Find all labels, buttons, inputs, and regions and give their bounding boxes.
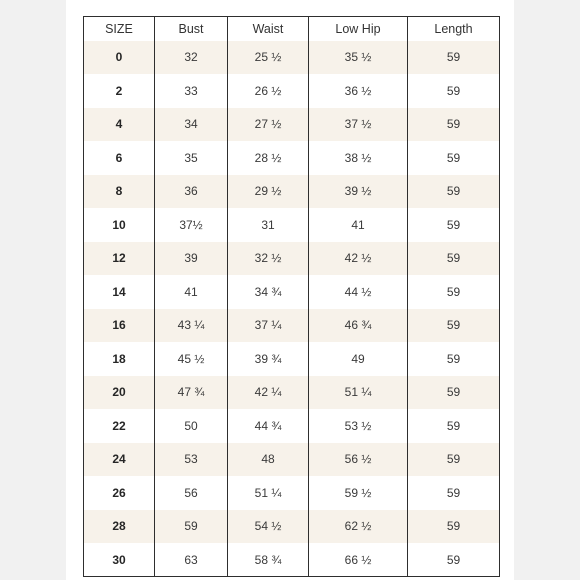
cell-size: 30 — [84, 543, 155, 577]
cell-waist: 27 ½ — [228, 108, 309, 142]
cell-length: 59 — [408, 342, 500, 376]
cell-size: 0 — [84, 41, 155, 75]
cell-waist: 39 ¾ — [228, 342, 309, 376]
cell-size: 8 — [84, 175, 155, 209]
cell-waist: 31 — [228, 208, 309, 242]
cell-length: 59 — [408, 208, 500, 242]
cell-size: 24 — [84, 443, 155, 477]
cell-bust: 39 — [155, 242, 228, 276]
cell-length: 59 — [408, 510, 500, 544]
cell-length: 59 — [408, 409, 500, 443]
cell-size: 12 — [84, 242, 155, 276]
cell-low-hip: 35 ½ — [309, 41, 408, 75]
cell-bust: 32 — [155, 41, 228, 75]
cell-size: 14 — [84, 275, 155, 309]
table-row — [84, 275, 500, 309]
cell-low-hip: 51 ¼ — [309, 376, 408, 410]
cell-length: 59 — [408, 141, 500, 175]
header-bust: Bust — [155, 17, 228, 41]
cell-low-hip: 56 ½ — [309, 443, 408, 477]
table-row — [84, 175, 500, 209]
cell-length: 59 — [408, 74, 500, 108]
cell-bust: 36 — [155, 175, 228, 209]
table-row — [84, 309, 500, 343]
table-header — [84, 17, 500, 41]
table-row — [84, 409, 500, 443]
cell-bust: 45 ½ — [155, 342, 228, 376]
cell-length: 59 — [408, 476, 500, 510]
table-row — [84, 376, 500, 410]
cell-size: 6 — [84, 141, 155, 175]
cell-waist: 29 ½ — [228, 175, 309, 209]
cell-waist: 44 ¾ — [228, 409, 309, 443]
table-row — [84, 108, 500, 142]
table-row — [84, 342, 500, 376]
cell-size: 26 — [84, 476, 155, 510]
cell-length: 59 — [408, 543, 500, 577]
table-row — [84, 510, 500, 544]
cell-length: 59 — [408, 443, 500, 477]
cell-waist: 51 ¼ — [228, 476, 309, 510]
cell-size: 2 — [84, 74, 155, 108]
cell-bust: 63 — [155, 543, 228, 577]
cell-low-hip: 37 ½ — [309, 108, 408, 142]
cell-low-hip: 59 ½ — [309, 476, 408, 510]
cell-waist: 26 ½ — [228, 74, 309, 108]
cell-waist: 58 ¾ — [228, 543, 309, 577]
cell-bust: 59 — [155, 510, 228, 544]
header-waist: Waist — [228, 17, 309, 41]
size-chart-table — [83, 16, 500, 577]
cell-low-hip: 38 ½ — [309, 141, 408, 175]
cell-length: 59 — [408, 175, 500, 209]
header-size: SIZE — [84, 17, 155, 41]
cell-low-hip: 44 ½ — [309, 275, 408, 309]
cell-low-hip: 46 ¾ — [309, 309, 408, 343]
cell-length: 59 — [408, 242, 500, 276]
table-row — [84, 74, 500, 108]
cell-bust: 41 — [155, 275, 228, 309]
cell-bust: 34 — [155, 108, 228, 142]
cell-waist: 32 ½ — [228, 242, 309, 276]
table-body — [84, 41, 500, 577]
header-row — [84, 17, 500, 41]
table-row — [84, 543, 500, 577]
cell-size: 18 — [84, 342, 155, 376]
cell-low-hip: 36 ½ — [309, 74, 408, 108]
cell-size: 28 — [84, 510, 155, 544]
cell-low-hip: 62 ½ — [309, 510, 408, 544]
cell-low-hip: 49 — [309, 342, 408, 376]
cell-low-hip: 39 ½ — [309, 175, 408, 209]
cell-bust: 33 — [155, 74, 228, 108]
table-row — [84, 242, 500, 276]
cell-length: 59 — [408, 275, 500, 309]
table-row — [84, 476, 500, 510]
cell-bust: 47 ¾ — [155, 376, 228, 410]
table-row — [84, 208, 500, 242]
header-low-hip: Low Hip — [309, 17, 408, 41]
cell-waist: 48 — [228, 443, 309, 477]
cell-waist: 37 ¼ — [228, 309, 309, 343]
cell-waist: 28 ½ — [228, 141, 309, 175]
cell-waist: 42 ¼ — [228, 376, 309, 410]
cell-size: 22 — [84, 409, 155, 443]
cell-length: 59 — [408, 376, 500, 410]
cell-bust: 53 — [155, 443, 228, 477]
cell-low-hip: 42 ½ — [309, 242, 408, 276]
cell-size: 16 — [84, 309, 155, 343]
cell-size: 20 — [84, 376, 155, 410]
cell-size: 4 — [84, 108, 155, 142]
table-row — [84, 443, 500, 477]
cell-waist: 54 ½ — [228, 510, 309, 544]
cell-low-hip: 53 ½ — [309, 409, 408, 443]
cell-bust: 43 ¼ — [155, 309, 228, 343]
cell-bust: 50 — [155, 409, 228, 443]
table-row — [84, 141, 500, 175]
cell-low-hip: 66 ½ — [309, 543, 408, 577]
cell-low-hip: 41 — [309, 208, 408, 242]
cell-waist: 25 ½ — [228, 41, 309, 75]
cell-bust: 56 — [155, 476, 228, 510]
cell-length: 59 — [408, 108, 500, 142]
cell-length: 59 — [408, 309, 500, 343]
table-row — [84, 41, 500, 75]
cell-length: 59 — [408, 41, 500, 75]
cell-waist: 34 ¾ — [228, 275, 309, 309]
cell-bust: 37½ — [155, 208, 228, 242]
header-length: Length — [408, 17, 500, 41]
cell-bust: 35 — [155, 141, 228, 175]
cell-size: 10 — [84, 208, 155, 242]
